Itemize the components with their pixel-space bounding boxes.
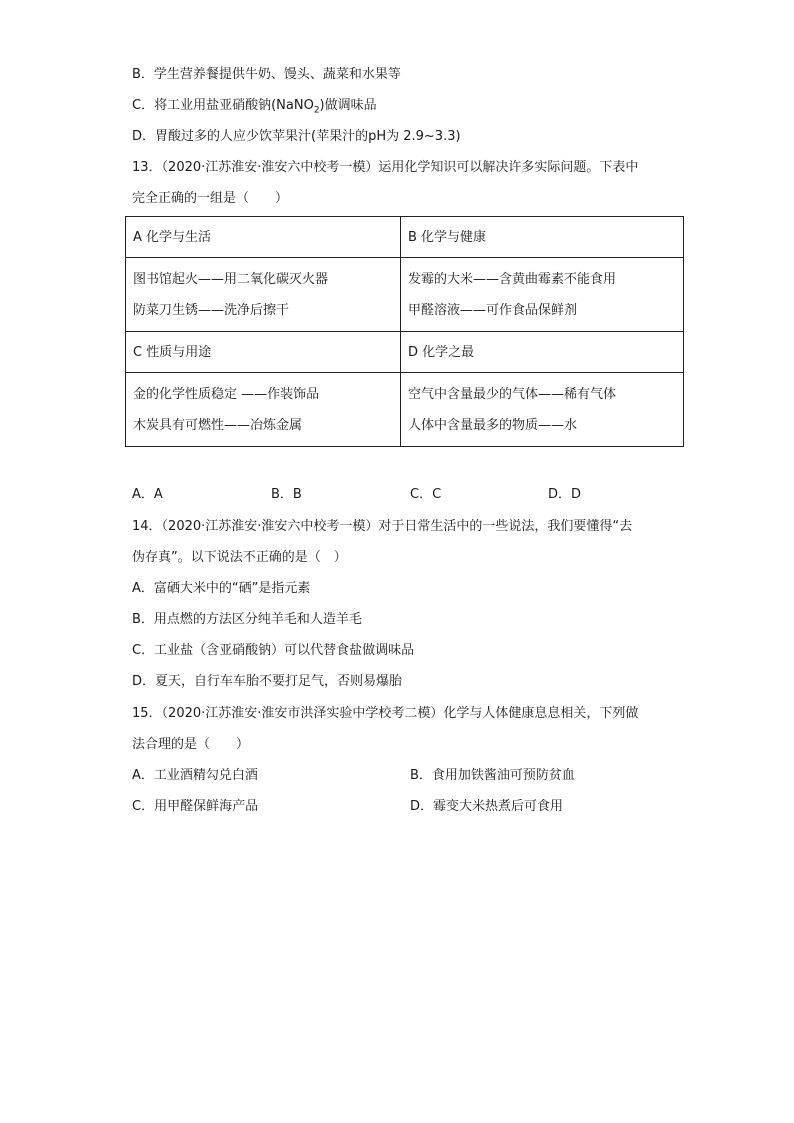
cell-b-line2: 甲醛溶液——可作食品保鲜剂 [408, 302, 578, 318]
q15-option-b: B．食用加铁酱油可预防贫血 [410, 768, 575, 783]
cell-d-line1: 空气中含量最少的气体——稀有气体 [408, 386, 617, 402]
q15-option-c: C．用甲醛保鲜海产品 [132, 799, 259, 814]
q13-option-b: B．B [271, 487, 302, 502]
cell-b-content [401, 258, 684, 332]
table-row [126, 217, 684, 258]
cell-b-line1: 发霉的大米——含黄曲霉素不能食用 [408, 271, 617, 287]
q12-option-c-text-end: )做调味品 [319, 98, 377, 113]
q13-option-d: D．D [548, 487, 582, 502]
q13-option-a: A．A [132, 487, 163, 502]
cell-c-title: C 性质与用途 [126, 332, 401, 373]
cell-d-content [401, 373, 684, 447]
q14-stem-line1: 14．（2020·江苏淮安·淮安六中校考一模）对于日常生活中的一些说法，我们要懂得“去 [132, 519, 633, 534]
cell-c-line2: 木炭具有可燃性——冶炼金属 [133, 417, 303, 433]
cell-b-title: B 化学与健康 [401, 217, 684, 258]
q14-option-d: D．夏天，自行车车胎不要打足气，否则易爆胎 [132, 674, 403, 689]
q12-option-c [132, 97, 377, 115]
cell-a-line1: 图书馆起火——用二氧化碳灭火器 [133, 271, 329, 287]
q13-stem-line2: 完全正确的一组是（ ） [132, 191, 289, 206]
q12-option-b: B．学生营养餐提供牛奶、馒头、蔬菜和水果等 [132, 67, 401, 82]
cell-c-content [126, 373, 401, 447]
q12-option-c-subscript: 2 [313, 105, 320, 116]
q12-option-d: D．胃酸过多的人应少饮苹果汁(苹果汁的pH为 2.9~3.3) [132, 129, 461, 144]
cell-d-line2: 人体中含量最多的物质——水 [408, 417, 578, 433]
q13-option-c: C．C [410, 487, 442, 502]
q15-option-d: D．霉变大米热煮后可食用 [410, 799, 564, 814]
q13-stem-line1: 13．（2020·江苏淮安·淮安六中校考一模）运用化学知识可以解决许多实际问题。下表中 [132, 160, 639, 175]
q14-option-a: A．富硒大米中的“硒”是指元素 [132, 581, 311, 596]
q13-table [125, 216, 684, 447]
q15-stem-line1: 15．（2020·江苏淮安·淮安市洪泽实验中学校考二模）化学与人体健康息息相关，下列做 [132, 706, 639, 721]
q15-stem-line2: 法合理的是（ ） [132, 737, 250, 752]
q14-option-b: B．用点燃的方法区分纯羊毛和人造羊毛 [132, 612, 362, 627]
cell-a-line2: 防菜刀生锈——洗净后擦干 [133, 302, 290, 318]
q14-stem-line2: 伪存真”。以下说法不正确的是（ ） [132, 550, 347, 565]
q12-option-c-text: C．将工业用盐亚硝酸钠(NaNO [132, 98, 314, 113]
cell-c-line1: 金的化学性质稳定 ——作装饰品 [133, 386, 320, 402]
cell-d-title: D 化学之最 [401, 332, 684, 373]
table-row [126, 332, 684, 373]
table-row [126, 258, 684, 332]
cell-a-content [126, 258, 401, 332]
cell-a-title: A 化学与生活 [126, 217, 401, 258]
q14-option-c: C．工业盐（含亚硝酸钠）可以代替食盐做调味品 [132, 643, 415, 658]
table-row [126, 373, 684, 447]
q15-option-a: A．工业酒精勾兑白酒 [132, 768, 258, 783]
